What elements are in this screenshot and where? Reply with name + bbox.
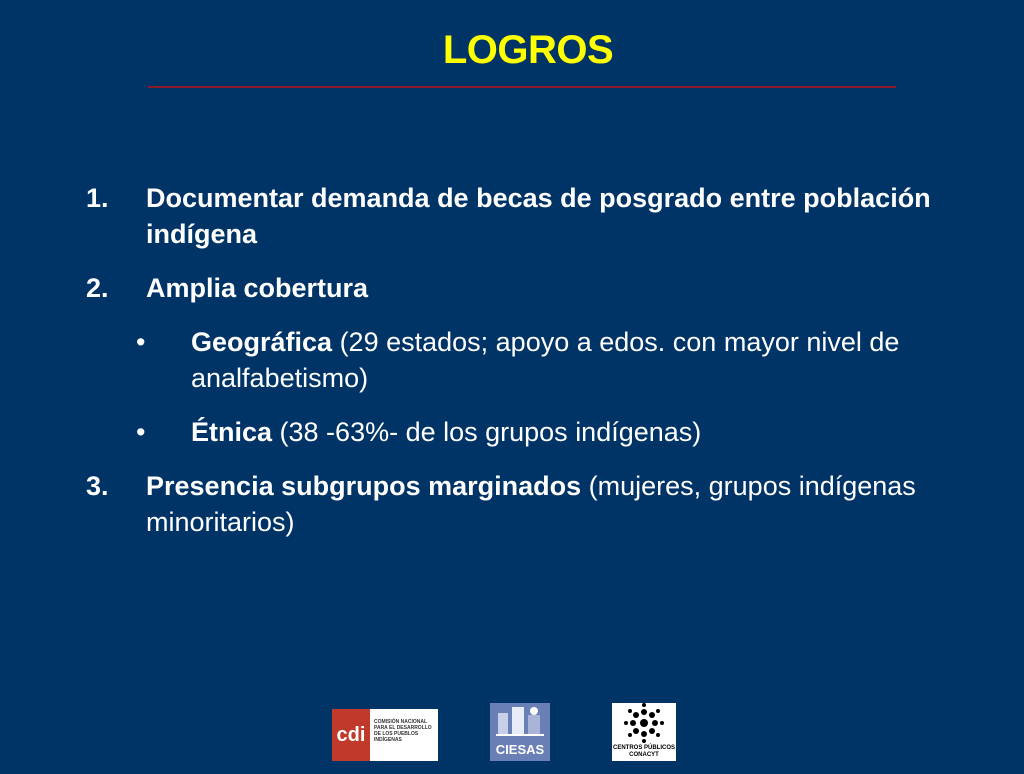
item-normal-text: (29 estados; apoyo a edos. con mayor nivel de analfabetismo) bbox=[191, 327, 900, 393]
title-divider bbox=[148, 86, 896, 88]
cdi-mark: cdi bbox=[332, 709, 370, 761]
conacyt-dots-icon bbox=[612, 703, 676, 743]
list-item-2 bbox=[86, 270, 956, 306]
item-normal-text: (38 -63%- de los grupos indígenas) bbox=[272, 417, 702, 447]
sub-item-geografica bbox=[86, 324, 956, 396]
list-marker: 3. bbox=[86, 471, 109, 501]
ciesas-logo bbox=[490, 703, 550, 761]
cdi-logo bbox=[332, 709, 438, 761]
content-list bbox=[86, 180, 956, 558]
item-bold-text: Presencia subgrupos marginados bbox=[146, 471, 582, 501]
cdi-logo-text: COMISIÓN NACIONAL PARA EL DESARROLLO DE LOS PUEBLOS INDÍGENAS bbox=[374, 719, 432, 743]
slide-title: LOGROS bbox=[442, 28, 614, 72]
item-bold-text: Documentar demanda de becas de posgrado entre población indígena bbox=[146, 183, 931, 249]
conacyt-line1: CENTROS PÚBLICOS bbox=[612, 745, 675, 751]
list-marker: 2. bbox=[86, 273, 109, 303]
ciesas-emblem-icon bbox=[490, 703, 550, 743]
bullet-marker: • bbox=[136, 327, 146, 357]
conacyt-logo-text bbox=[612, 745, 676, 759]
bullet-marker: • bbox=[136, 417, 146, 447]
list-marker: 1. bbox=[86, 183, 109, 213]
item-bold-text: Geográfica bbox=[191, 327, 333, 357]
item-bold-text: Étnica bbox=[191, 417, 273, 447]
conacyt-logo bbox=[612, 703, 676, 761]
logo-strip bbox=[0, 703, 1024, 763]
conacyt-line2: CONACYT bbox=[629, 752, 659, 758]
sub-item-etnica bbox=[86, 414, 956, 450]
ciesas-logo-text: CIESAS bbox=[495, 742, 545, 757]
list-item-1 bbox=[86, 180, 956, 252]
item-bold-text: Amplia cobertura bbox=[146, 273, 369, 303]
item-normal-text: (mujeres, grupos indígenas minoritarios) bbox=[146, 471, 916, 537]
list-item-3 bbox=[86, 468, 956, 540]
